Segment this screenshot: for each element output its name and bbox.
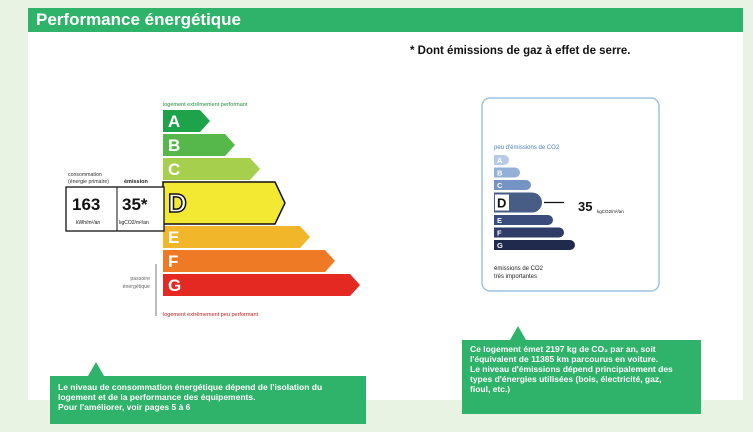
co2-unit: kgCO2/m²/an <box>597 209 624 214</box>
energy-bottom-label: logement extrêmement peu performant <box>163 312 259 318</box>
energy-class-letter-a: A <box>168 112 181 131</box>
bubble-left-line3: Pour l'améliorer, voir pages 5 à 6 <box>58 402 191 412</box>
co2-bottom-label-line2: très importantes <box>494 274 538 280</box>
energy-class-letter-f: F <box>168 252 179 271</box>
co2-class-letter-b: B <box>497 168 503 178</box>
left-bubble-pointer <box>88 362 104 376</box>
energy-bar-g <box>163 274 360 296</box>
bubble-right-line1: Ce logement émet 2197 kg de CO₂ par an, soit <box>470 344 656 354</box>
co2-class-letter-c: C <box>497 181 503 190</box>
energy-bar-e <box>163 226 310 248</box>
emission-value: 35* <box>122 195 148 214</box>
co2-class-letter-f: F <box>497 228 502 238</box>
co2-class-letter-d: D <box>497 195 507 211</box>
energy-class-letter-c: C <box>168 160 181 179</box>
consumption-sub-label: (énergie primaire) <box>68 179 109 185</box>
co2-bottom-label-line1: émissions de CO2 <box>494 266 544 272</box>
consumption-unit: kWh/m²/an <box>76 220 101 226</box>
bubble-right-line2: l'équivalent de 11385 km parcourus en voiture. <box>470 354 659 364</box>
bubble-left-line2: logement et de la performance des équipements. <box>58 392 256 402</box>
co2-class-letter-a: A <box>497 156 503 165</box>
bubble-right-line3: Le niveau d'émissions dépend principalement des <box>470 364 673 374</box>
co2-bar-e <box>494 215 553 225</box>
co2-bar-f <box>494 228 564 238</box>
co2-class-letter-e: E <box>497 216 503 225</box>
passoire-label-line2: énergétique <box>122 284 150 290</box>
footnote: * Dont émissions de gaz à effet de serre. <box>410 45 631 57</box>
consumption-label: consommation <box>68 172 102 178</box>
emission-label: émission <box>124 179 148 185</box>
bubble-right-line5: fioul, etc.) <box>470 384 511 394</box>
right-bubble-pointer <box>510 326 526 340</box>
energy-class-letter-g: G <box>168 276 182 295</box>
energy-scale <box>163 110 360 296</box>
co2-bar-g <box>494 240 575 250</box>
energy-class-letter-d: D <box>168 188 187 218</box>
co2-class-letter-g: G <box>497 241 503 250</box>
passoire-label-line1: passoire <box>130 276 150 282</box>
info-bubble-consumption <box>50 376 366 424</box>
bubble-left-line1: Le niveau de consommation énergétique dépend de l'isolation du <box>58 382 323 392</box>
energy-class-letter-b: B <box>168 136 181 155</box>
co2-top-label: peu d'émissions de CO2 <box>494 145 560 151</box>
section-header: Performance énergétique <box>28 8 743 32</box>
energy-class-letter-e: E <box>168 228 180 247</box>
bubble-right-line4: types d'énergies utilisées (bois, électricité, gaz, <box>470 374 662 384</box>
energy-bar-f <box>163 250 335 272</box>
emission-unit: kgCO2/m²/an <box>119 220 149 226</box>
co2-value: 35 <box>578 199 593 214</box>
energy-top-label: logement extrêmement performant <box>163 102 248 108</box>
info-bubble-emissions <box>462 340 701 414</box>
consumption-value: 163 <box>72 195 101 214</box>
